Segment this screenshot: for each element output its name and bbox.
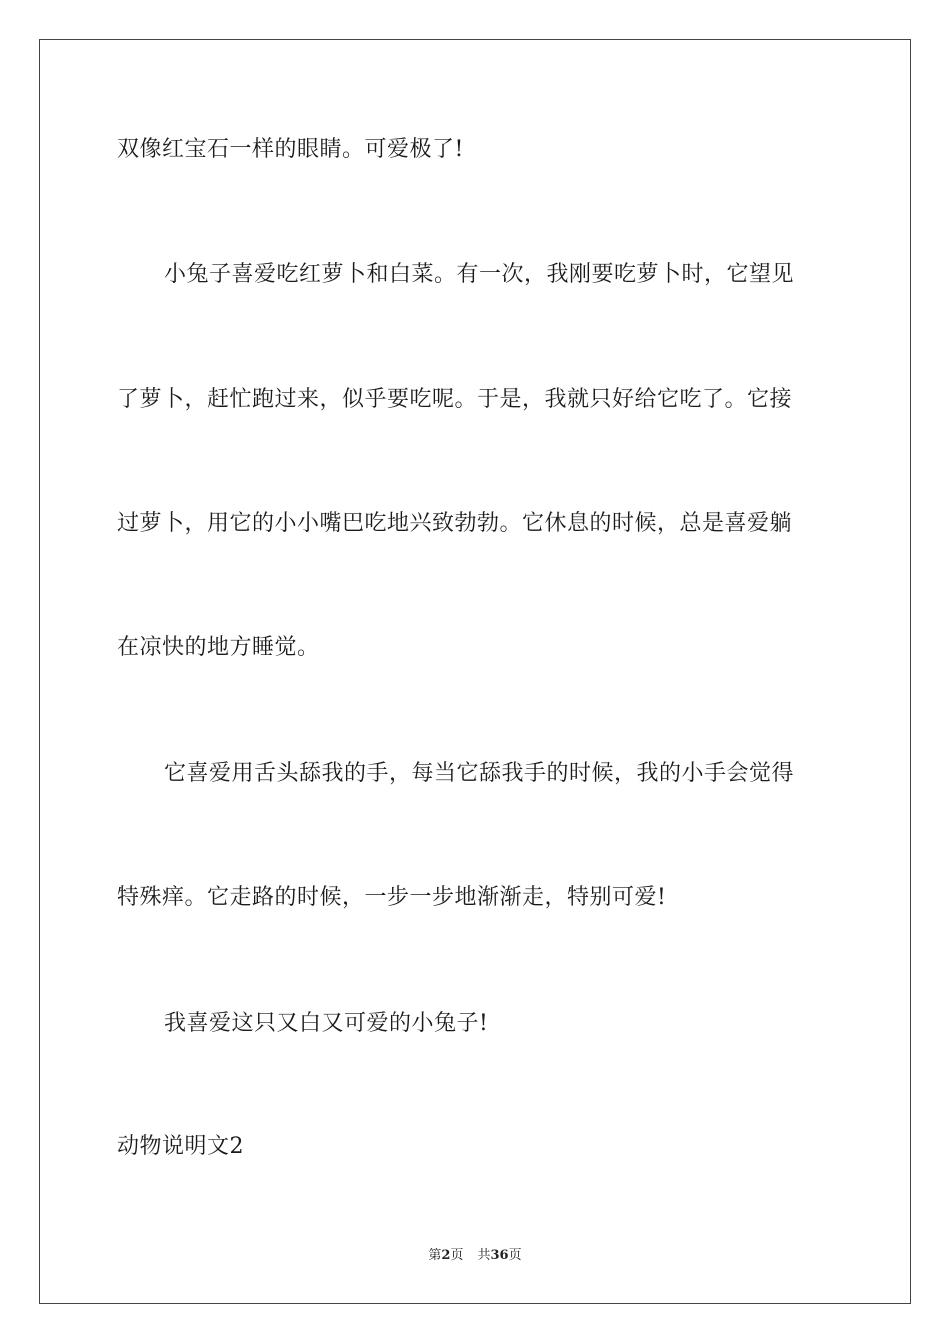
section-heading: 动物说明文2	[117, 1134, 244, 1159]
footer-total-prefix: 共	[477, 1248, 491, 1263]
text-line-4: 过萝卜，用它的小小嘴巴吃地兴致勃勃。它休息的时候，总是喜爱躺	[117, 511, 793, 536]
text-line-3: 了萝卜，赶忙跑过来，似乎要吃呢。于是，我就只好给它吃了。它接	[117, 387, 793, 412]
footer-total-suffix: 页	[508, 1248, 522, 1263]
footer-page-number: 2	[441, 1248, 451, 1263]
text-line-1: 双像红宝石一样的眼睛。可爱极了!	[117, 137, 464, 162]
page-border	[39, 39, 911, 1304]
text-line-7: 特殊痒。它走路的时候，一步一步地渐渐走，特别可爱!	[117, 885, 667, 910]
text-line-8: 我喜爱这只又白又可爱的小兔子!	[164, 1011, 489, 1036]
text-line-2: 小兔子喜爱吃红萝卜和白菜。有一次，我刚要吃萝卜时，它望见	[164, 262, 795, 287]
footer-page-suffix: 页	[450, 1248, 464, 1263]
footer-total-pages: 36	[490, 1248, 509, 1263]
text-line-5: 在凉快的地方睡觉。	[117, 635, 320, 660]
page-footer	[0, 1247, 950, 1265]
text-line-6: 它喜爱用舌头舔我的手，每当它舔我手的时候，我的小手会觉得	[164, 761, 795, 786]
footer-page-prefix: 第	[428, 1248, 442, 1263]
